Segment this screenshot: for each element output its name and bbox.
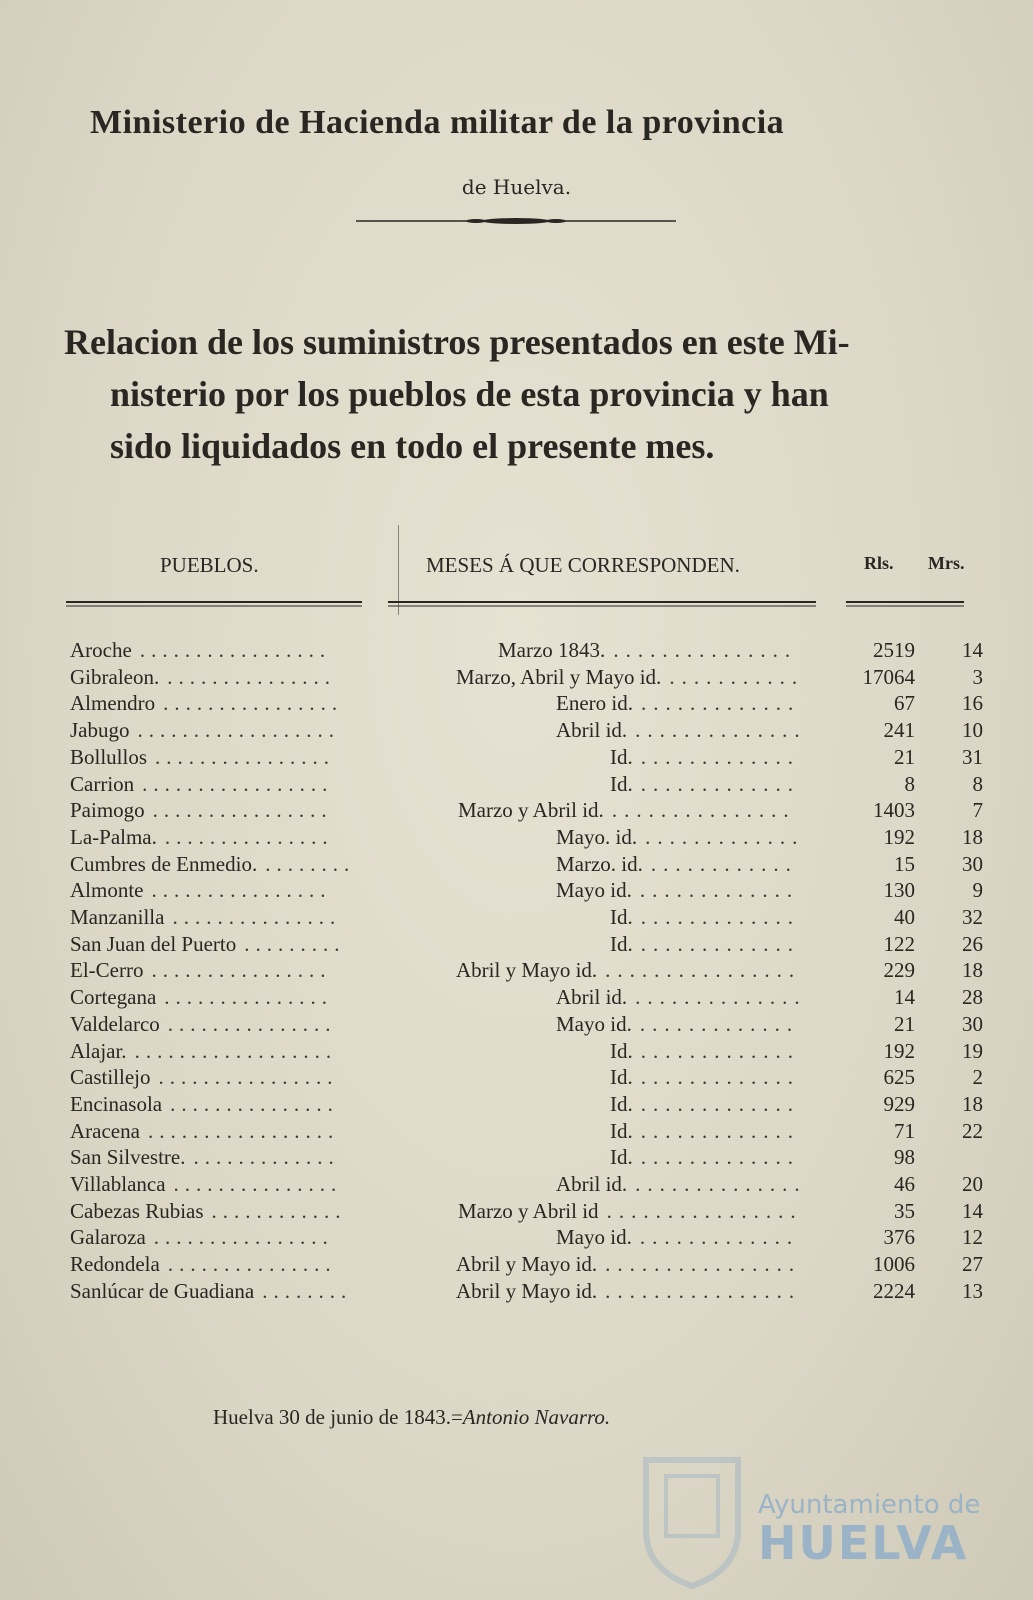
document-subtitle: de Huelva.: [461, 175, 572, 199]
table-row: [0, 745, 1033, 772]
meses-double-rule: [388, 600, 816, 608]
reales-value: 98: [894, 1145, 915, 1170]
leader-dots: .............: [640, 1118, 800, 1143]
table-row: [0, 718, 1033, 745]
maravedis-value: 14: [962, 1198, 983, 1223]
maravedis-value: 2: [972, 1065, 983, 1090]
leader-dots: ...............: [613, 638, 798, 662]
maravedis-value: 20: [962, 1172, 983, 1196]
table-row: [0, 1225, 1033, 1252]
amount-double-rule: [846, 600, 964, 608]
reales-value: 8: [904, 771, 915, 796]
mes-text: Mayo id.: [556, 1225, 632, 1250]
table-row: [0, 852, 1033, 879]
maravedis-value: 28: [962, 985, 983, 1010]
maravedis-value: 18: [962, 958, 983, 983]
reales-value: 35: [894, 1198, 915, 1223]
table-row: [0, 691, 1033, 718]
leader-dots: .............: [640, 1065, 800, 1090]
document-title: Ministerio de Hacienda militar de la provincia: [90, 104, 785, 141]
pueblo-name: Bollullos: [70, 744, 148, 769]
table-row: [0, 665, 1033, 692]
leader-dots: .............: [640, 1038, 800, 1063]
maravedis-value: 27: [962, 1252, 983, 1277]
footer-line: [213, 1405, 610, 1430]
pueblo-name: Almonte: [70, 878, 144, 903]
leader-dots: ...............: [173, 1172, 343, 1196]
reales-value: 17064: [862, 664, 915, 689]
reales-value: 15: [894, 851, 915, 876]
table-row: [0, 905, 1033, 932]
leader-dots: ................: [158, 1065, 339, 1090]
leader-dots: ..............: [635, 1172, 807, 1196]
leader-dots: .............: [640, 771, 800, 796]
leader-dots: ...............: [167, 1252, 337, 1277]
reales-value: 130: [883, 878, 915, 903]
mes-text: Id.: [610, 744, 633, 769]
pueblos-double-rule: [66, 600, 362, 608]
ornamental-rule: [356, 217, 676, 225]
watermark-text: [758, 1490, 980, 1570]
pueblo-name: Castillejo: [70, 1065, 151, 1090]
mes-text: Abril id.: [556, 718, 628, 743]
mes-text: Marzo y Abril id: [458, 1198, 599, 1223]
pueblo-name: Sanlúcar de Guadiana: [70, 1278, 255, 1303]
pueblo-name: San Juan del Puerto: [70, 931, 237, 956]
footer-signature: Antonio Navarro.: [462, 1405, 611, 1429]
mes-text: Id.: [610, 931, 633, 956]
table-row: [0, 985, 1033, 1012]
leader-dots: ................: [605, 958, 802, 983]
table-row: [0, 1252, 1033, 1279]
heading-line-3: sido liquidados en todo el presente mes.: [110, 426, 715, 466]
leader-dots: .........: [244, 931, 346, 956]
table-row: [0, 878, 1033, 905]
pueblo-name: La-Palma.: [70, 824, 157, 849]
maravedis-value: 22: [962, 1118, 983, 1143]
mes-text: Id.: [610, 1091, 633, 1116]
reales-value: 21: [894, 744, 915, 769]
mes-text: Marzo. id.: [556, 851, 643, 876]
reales-value: 625: [883, 1065, 915, 1090]
reales-value: 192: [883, 824, 915, 849]
table-row: [0, 1012, 1033, 1039]
leader-dots: ...............: [164, 824, 334, 849]
maravedis-value: 18: [962, 1091, 983, 1116]
mes-text: Mayo. id.: [556, 824, 638, 849]
heading-line-2: nisterio por los pueblos de esta provincia y han: [110, 374, 829, 414]
pueblo-name: Gibraleon.: [70, 664, 160, 689]
pueblo-name: Aracena: [70, 1118, 140, 1143]
pueblo-name: Manzanilla: [70, 905, 165, 929]
table-row: [0, 1172, 1033, 1199]
leader-dots: .............: [639, 1225, 800, 1250]
leader-dots: ..............: [635, 718, 807, 743]
reales-value: 229: [883, 958, 915, 983]
pueblo-name: Paimogo: [70, 798, 145, 823]
mes-text: Abril id.: [556, 985, 628, 1010]
leader-dots: ................: [153, 1225, 334, 1250]
pueblo-name: Valdelarco: [70, 1011, 160, 1036]
maravedis-value: 18: [962, 824, 983, 849]
watermark-line-2: HUELVA: [758, 1516, 969, 1570]
leader-dots: .............: [193, 1145, 340, 1170]
leader-dots: ................: [605, 1278, 802, 1303]
pueblo-name: Almendro: [70, 691, 156, 716]
table-row: [0, 1065, 1033, 1092]
mes-text: Mayo id.: [556, 1011, 632, 1036]
pueblo-name: Carrion: [70, 771, 135, 796]
mes-text: Id.: [610, 1065, 633, 1090]
leader-dots: .................: [142, 771, 334, 796]
reales-value: 67: [894, 691, 915, 716]
table-row: [0, 798, 1033, 825]
table-row: [0, 1039, 1033, 1066]
mes-text: Enero id.: [556, 691, 633, 716]
table-row: [0, 825, 1033, 852]
table-row: [0, 932, 1033, 959]
maravedis-value: 14: [962, 638, 983, 662]
leader-dots: .............: [645, 824, 805, 849]
pueblo-name: Cortegana: [70, 985, 157, 1010]
maravedis-value: 32: [962, 905, 983, 929]
header-meses: MESES Á QUE CORRESPONDEN.: [426, 553, 740, 577]
reales-value: 14: [894, 985, 915, 1010]
maravedis-value: 26: [962, 931, 983, 956]
reales-value: 71: [894, 1118, 915, 1143]
leader-dots: ...............: [167, 664, 336, 689]
leader-dots: ..................: [137, 718, 340, 743]
leader-dots: ............: [650, 851, 798, 876]
leader-dots: ..............: [635, 985, 807, 1010]
leader-dots: .............: [640, 691, 801, 716]
table-row: [0, 958, 1033, 985]
reales-value: 21: [894, 1011, 915, 1036]
leader-dots: .............: [640, 1091, 800, 1116]
reales-value: 122: [883, 931, 915, 956]
mes-text: Marzo 1843.: [498, 638, 606, 662]
mes-text: Id.: [610, 905, 633, 929]
pueblo-name: Alajar.: [70, 1038, 127, 1063]
reales-value: 1403: [873, 798, 915, 823]
maravedis-value: 16: [962, 691, 983, 716]
mes-text: Abril id.: [556, 1172, 628, 1196]
leader-dots: ...............: [164, 985, 334, 1010]
table-row: [0, 1145, 1033, 1172]
pueblo-name: Villablanca: [70, 1172, 166, 1196]
pueblo-name: Redondela: [70, 1252, 160, 1277]
table-row: [0, 1279, 1033, 1306]
maravedis-value: 3: [972, 664, 983, 689]
mes-text: Id.: [610, 771, 633, 796]
leader-dots: ................: [152, 798, 333, 823]
header-mrs: Mrs.: [928, 553, 965, 573]
leader-dots: ........: [262, 1278, 353, 1303]
leader-dots: ..................: [134, 1038, 338, 1063]
pueblo-name: Cabezas Rubias: [70, 1198, 204, 1223]
leader-dots: ................: [155, 744, 336, 769]
leader-dots: .................: [147, 1118, 340, 1143]
leader-dots: ...........: [669, 664, 805, 689]
pueblo-name: Galaroza: [70, 1225, 146, 1250]
maravedis-value: 30: [962, 1011, 983, 1036]
leader-dots: ...............: [172, 905, 342, 929]
leader-dots: ...............: [167, 1011, 337, 1036]
leader-dots: ............: [211, 1198, 347, 1223]
leader-dots: .............: [640, 1145, 800, 1170]
document-heading: [64, 316, 969, 472]
reales-value: 241: [883, 718, 915, 743]
mes-text: Mayo id.: [556, 878, 632, 903]
table-row: [0, 638, 1033, 665]
reales-value: 2224: [873, 1278, 915, 1303]
mes-text: Marzo y Abril id.: [458, 798, 604, 823]
maravedis-value: 13: [962, 1278, 983, 1303]
leader-dots: ................: [605, 1252, 802, 1277]
leader-dots: ................: [163, 691, 344, 716]
leader-dots: .................: [139, 638, 332, 662]
pueblo-name: San Silvestre.: [70, 1145, 186, 1170]
reales-value: 40: [894, 905, 915, 929]
maravedis-value: 12: [962, 1225, 983, 1250]
maravedis-value: 31: [962, 744, 983, 769]
mes-text: Abril y Mayo id.: [456, 1278, 598, 1303]
table-row: [0, 772, 1033, 799]
leader-dots: .............: [640, 905, 800, 929]
reales-value: 376: [883, 1225, 915, 1250]
mes-text: Marzo, Abril y Mayo id.: [456, 664, 662, 689]
maravedis-value: 19: [962, 1038, 983, 1063]
leader-dots: ................: [606, 1198, 803, 1223]
reales-value: 2519: [873, 638, 915, 662]
leader-dots: ...............: [170, 1091, 339, 1116]
pueblo-name: Cumbres de Enmedio.: [70, 851, 258, 876]
header-pueblos: PUEBLOS.: [160, 553, 259, 577]
pueblo-name: Jabugo: [70, 718, 130, 743]
mes-text: Abril y Mayo id.: [456, 958, 598, 983]
leader-dots: ...............: [611, 798, 796, 823]
reales-value: 1006: [873, 1252, 915, 1277]
mes-text: Id.: [610, 1145, 633, 1170]
reales-value: 192: [883, 1038, 915, 1063]
watermark-line-1: Ayuntamiento de: [758, 1490, 981, 1520]
maravedis-value: 30: [962, 851, 983, 876]
leader-dots: ........: [265, 851, 356, 876]
pueblo-name: Aroche: [70, 638, 132, 662]
heading-line-1: Relacion de los suministros presentados en este Mi-: [64, 322, 850, 362]
maravedis-value: 8: [972, 771, 983, 796]
reales-value: 46: [894, 1172, 915, 1196]
pueblo-name: El-Cerro: [70, 958, 144, 983]
table-row: [0, 1199, 1033, 1226]
leader-dots: .............: [640, 931, 800, 956]
mes-text: Id.: [610, 1038, 633, 1063]
leader-dots: ................: [151, 878, 332, 903]
table-row: [0, 1119, 1033, 1146]
maravedis-value: 7: [972, 798, 983, 823]
reales-value: 929: [883, 1091, 915, 1116]
leader-dots: .............: [639, 1011, 800, 1036]
footer-place-date: Huelva 30 de junio de 1843.=: [213, 1405, 463, 1429]
mes-text: Abril y Mayo id.: [456, 1252, 598, 1277]
maravedis-value: 9: [972, 878, 983, 903]
table-row: [0, 1092, 1033, 1119]
maravedis-value: 10: [962, 718, 983, 743]
pueblo-name: Encinasola: [70, 1091, 163, 1116]
mes-text: Id.: [610, 1118, 633, 1143]
leader-dots: .............: [640, 744, 800, 769]
leader-dots: ................: [151, 958, 332, 983]
header-rls: Rls.: [864, 553, 894, 573]
leader-dots: .............: [639, 878, 800, 903]
